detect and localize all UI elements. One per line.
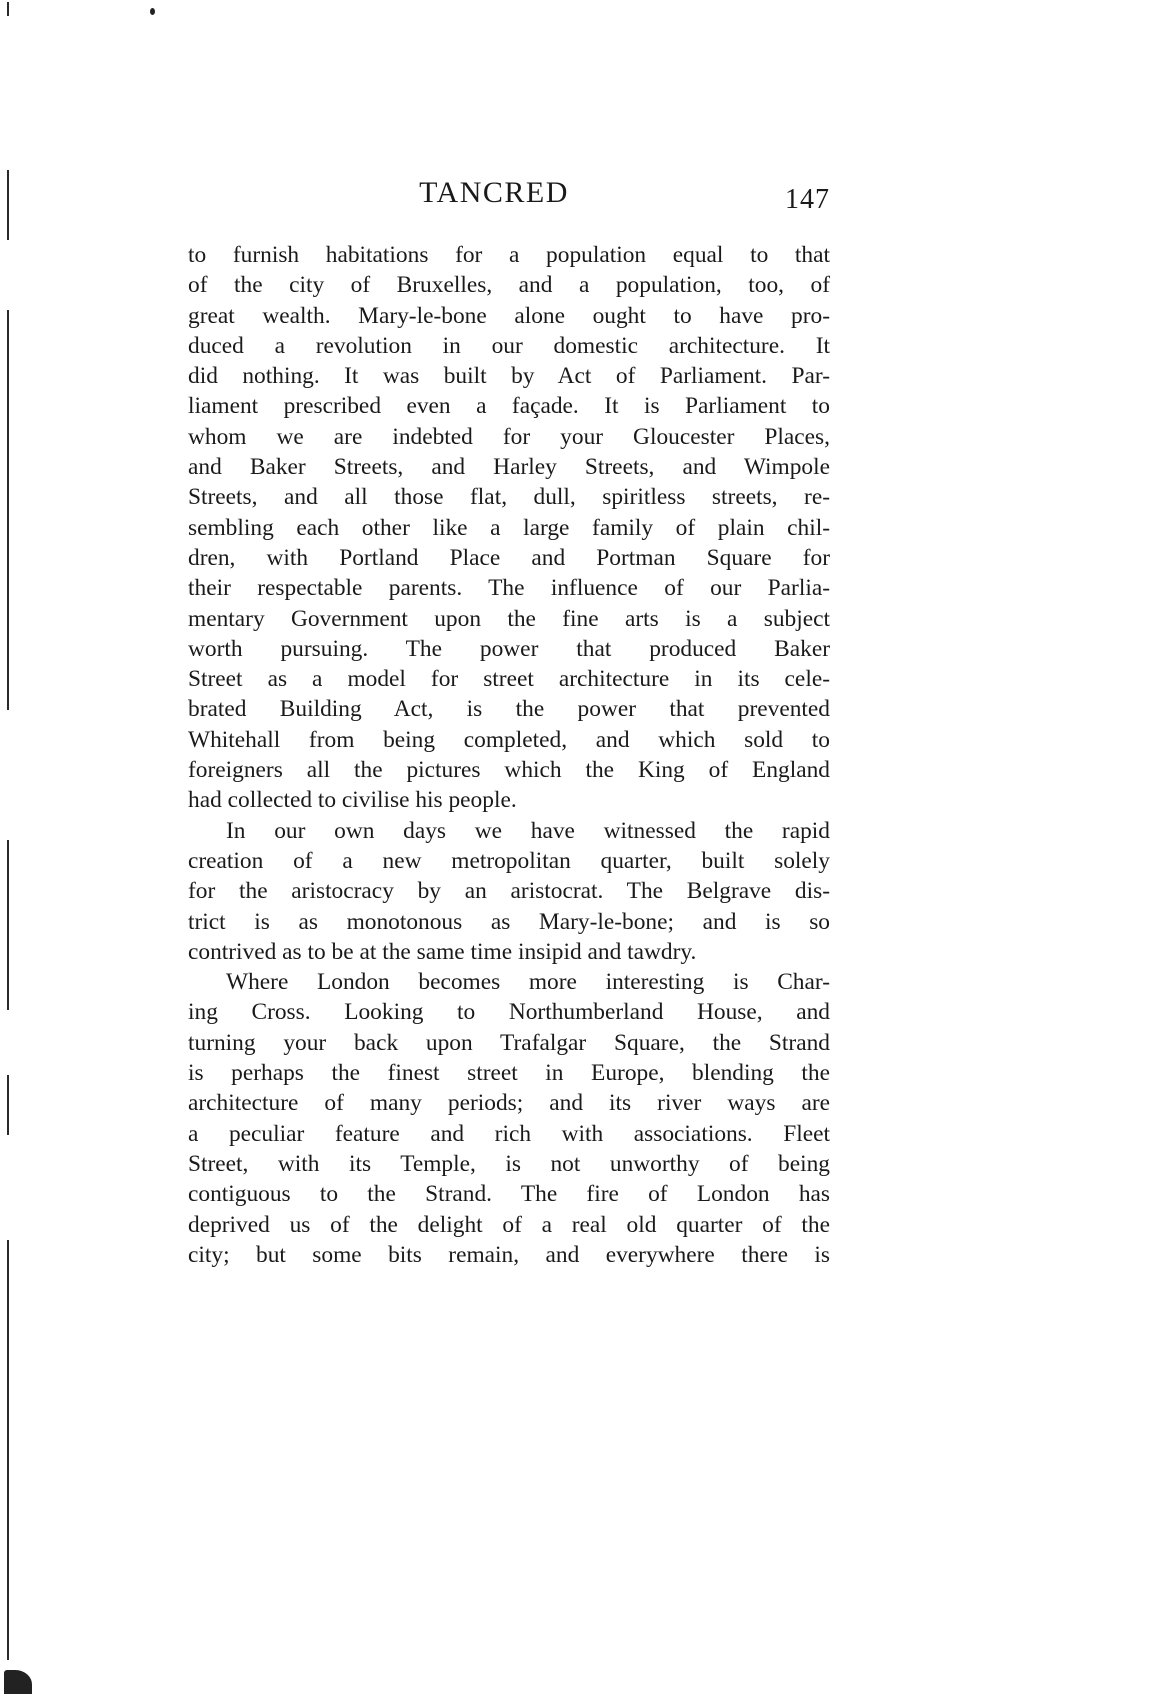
text-line: liament prescribed even a façade. It is Parliament to [188,393,830,420]
text-line: Street, with its Temple, is not unworthy of being [188,1150,830,1177]
text-line: Street as a model for street architecture in its cele- [188,666,830,693]
binding-edge-mark [7,170,9,240]
binding-edge-mark [7,310,9,710]
text-line: to furnish habitations for a population equal to that [188,242,830,268]
text-line: Whitehall from being completed, and which sold to [188,726,830,753]
text-line: duced a revolution in our domestic architecture. It [188,332,830,359]
text-line: ing Cross. Looking to Northumberland House, and [188,999,830,1026]
text-line: trict is as monotonous as Mary-le-bone; and is so [188,908,830,935]
text-line: brated Building Act, is the power that prevented [188,696,830,723]
text-line: In our own days we have witnessed the rapid [226,817,830,844]
text-line: whom we are indebted for your Gloucester Places, [188,423,830,450]
text-line: mentary Government upon the fine arts is a subject [188,605,830,632]
page-number: 147 [785,184,830,215]
text-line: Where London becomes more interesting is Char- [226,969,830,996]
body-text [188,240,830,1270]
page-header [188,176,830,216]
text-line: is perhaps the finest street in Europe, blending the [188,1060,830,1087]
text-line: Streets, and all those flat, dull, spiritless streets, re- [188,484,830,511]
text-line: did nothing. It was built by Act of Parliament. Par- [188,363,830,390]
ink-speck [4,1670,32,1694]
text-line: architecture of many periods; and its river ways are [188,1090,830,1117]
text-line: for the aristocracy by an aristocrat. The Belgrave dis- [188,878,830,905]
text-line: contrived as to be at the same time insipid and tawdry. [188,938,697,965]
text-line: worth pursuing. The power that produced Baker [188,635,830,662]
text-line: sembling each other like a large family of plain chil- [188,514,830,541]
running-title: TANCRED [419,176,569,209]
text-line: of the city of Bruxelles, and a population, too, of [188,272,830,299]
paragraph [188,967,830,1270]
binding-edge-mark [7,1240,9,1660]
text-line: a peculiar feature and rich with associations. Fleet [188,1120,830,1147]
text-line: deprived us of the delight of a real old quarter of the [188,1211,830,1238]
text-line: dren, with Portland Place and Portman Square for [188,544,830,571]
binding-edge-mark [7,840,9,1010]
text-line: contiguous to the Strand. The fire of London has [188,1181,830,1208]
text-line: city; but some bits remain, and everywhere there is [188,1241,830,1268]
text-line: had collected to civilise his people. [188,787,517,814]
text-line: foreigners all the pictures which the King of England [188,757,830,784]
paragraph [188,816,830,967]
text-line: and Baker Streets, and Harley Streets, and Wimpole [188,454,830,481]
text-line: turning your back upon Trafalgar Square, the Strand [188,1029,830,1056]
text-line: creation of a new metropolitan quarter, built solely [188,847,830,874]
text-line: their respectable parents. The influence of our Parlia- [188,575,830,602]
paragraph [188,240,830,816]
text-line: great wealth. Mary-le-bone alone ought to have pro- [188,302,830,329]
ink-speck [150,8,155,15]
binding-edge-mark [7,2,9,16]
binding-edge-mark [7,1075,9,1135]
